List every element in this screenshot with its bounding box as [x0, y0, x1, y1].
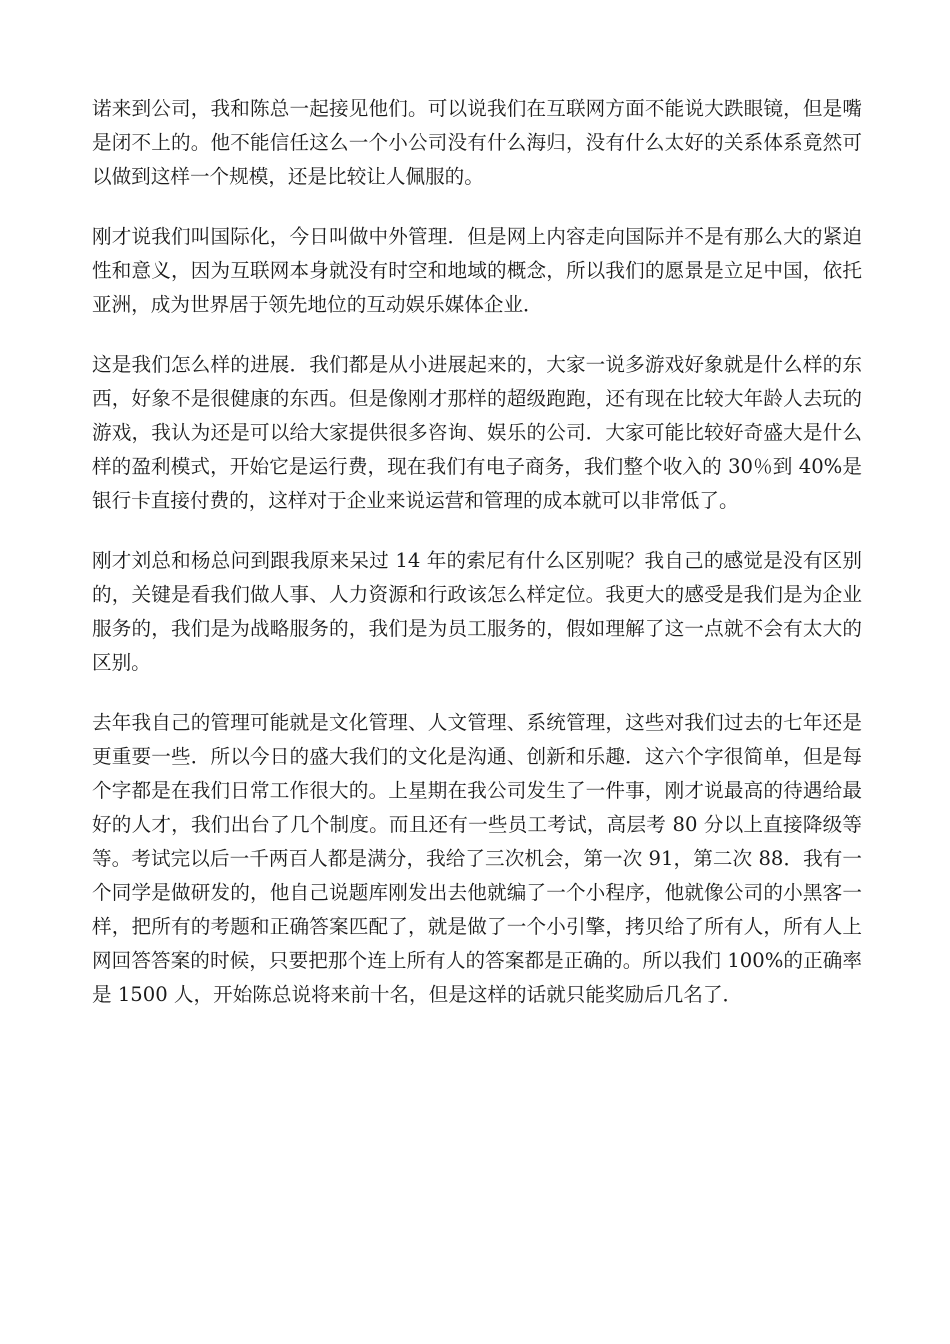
paragraph-3: 这是我们怎么样的进展．我们都是从小进展起来的，大家一说多游戏好象就是什么样的东西，好象不是很健康的东西。但是像刚才那样的超级跑跑，还有现在比较大年龄人去玩的游戏，我认为还是可以给大家提供很多咨询、娱乐的公司．大家可能比较好奇盛大是什么样的盈利模式，开始它是运行费，现在我们有电子商务，我们整个收入的 30％到 40%是银行卡直接付费的，这样对于企业来说运营和管理的成本就可以非常低了。: [92, 353, 862, 512]
paragraph-1: 诺来到公司，我和陈总一起接见他们。可以说我们在互联网方面不能说大跌眼镜，但是嘴是闭不上的。他不能信任这么一个小公司没有什么海归，没有什么太好的关系体系竟然可以做到这样一个规模，还是比较让人佩服的。: [92, 97, 862, 188]
document-page: [92, 92, 862, 1038]
paragraph-4: 刚才刘总和杨总问到跟我原来呆过 14 年的索尼有什么区别呢？我自己的感觉是没有区别的，关键是看我们做人事、人力资源和行政该怎么样定位。我更大的感受是我们是为企业服务的，我们是为战略服务的，我们是为员工服务的，假如理解了这一点就不会有太大的区别。: [92, 549, 862, 674]
paragraph-5: 去年我自己的管理可能就是文化管理、人文管理、系统管理，这些对我们过去的七年还是更重要一些．所以今日的盛大我们的文化是沟通、创新和乐趣．这六个字很简单，但是每个字都是在我们日常工作很大的。上星期在我公司发生了一件事，刚才说最高的待遇给最好的人才，我们出台了几个制度。而且还有一些员工考试，高层考 80 分以上直接降级等等。考试完以后一千两百人都是满分，我给了三次机会，第一次 91，第二次 88．我有一个同学是做研发的，他自己说题库刚发出去他就编了一个小程序，他就像公司的小黑客一样，把所有的考题和正确答案匹配了，就是做了一个小引擎，拷贝给了所有人，所有人上网回答答案的时候，只要把那个连上所有人的答案都是正确的。所以我们 100%的正确率是 1500 人，开始陈总说将来前十名，但是这样的话就只能奖励后几名了．: [92, 711, 862, 1006]
paragraph-2: 刚才说我们叫国际化，今日叫做中外管理．但是网上内容走向国际并不是有那么大的紧迫性和意义，因为互联网本身就没有时空和地域的概念，所以我们的愿景是立足中国，依托亚洲，成为世界居于领先地位的互动娱乐媒体企业．: [92, 225, 862, 316]
